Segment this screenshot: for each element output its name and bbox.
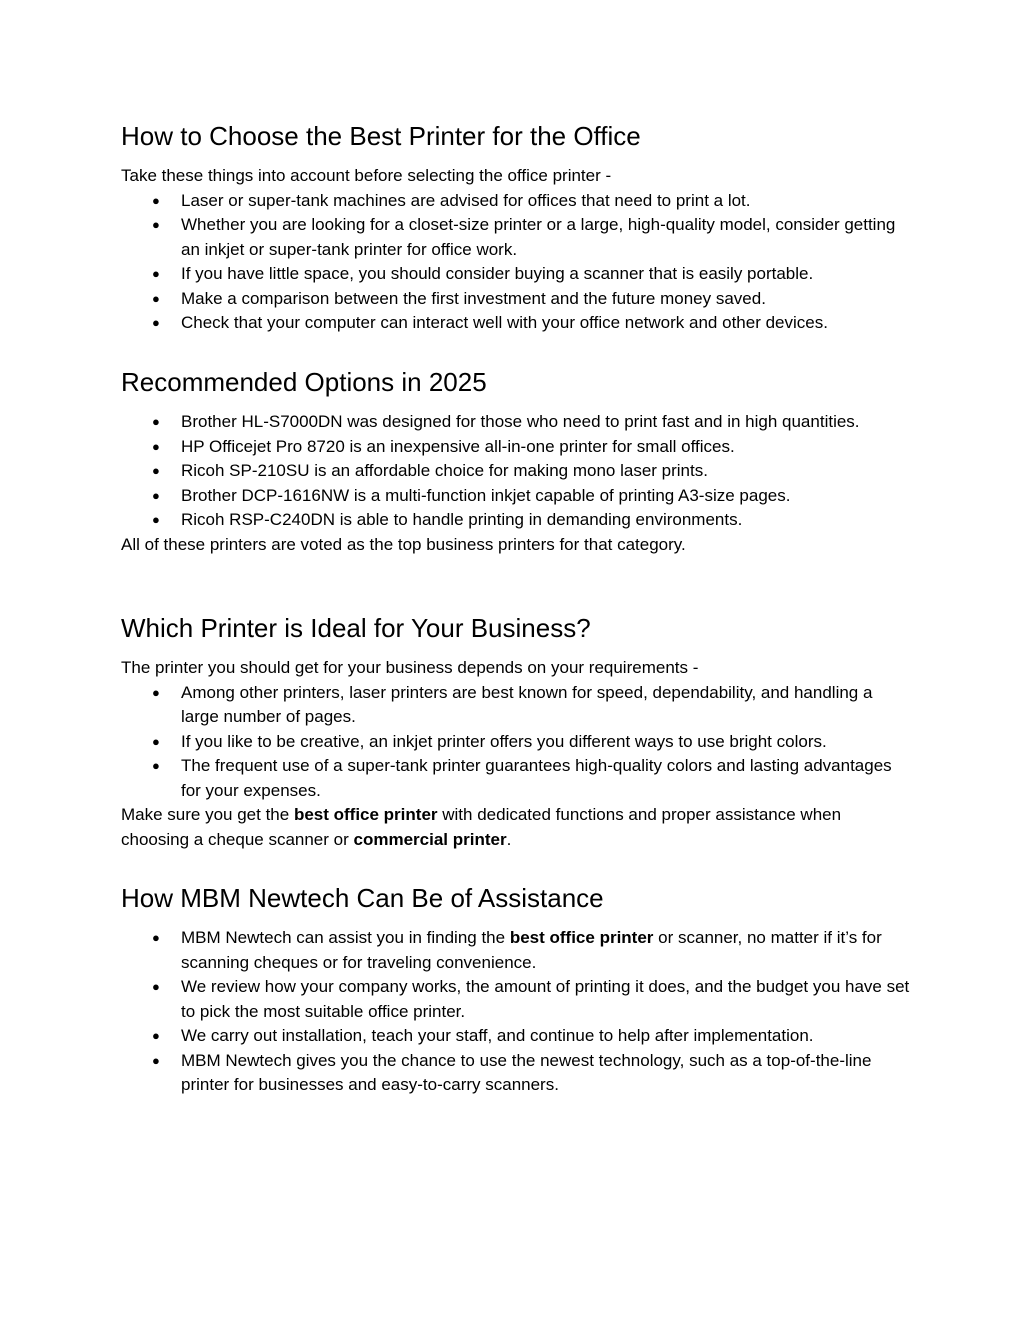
bullet-icon: ● <box>152 217 160 232</box>
list-item: ● Whether you are looking for a closet-size printer or a large, high-quality model, consider getting an inkjet or super-tank printer for office work. <box>152 215 896 259</box>
list-item: ● Brother HL-S7000DN was designed for those who need to print fast and in high quantities. <box>121 410 911 435</box>
list-item: ● Make a comparison between the first investment and the future money saved. <box>121 287 911 312</box>
bullet-icon: ● <box>152 414 160 429</box>
list-item: ● Among other printers, laser printers are best known for speed, dependability, and handling a large number of pages. <box>152 682 873 726</box>
section-ideal-printer <box>121 656 911 852</box>
list-item: ● Ricoh RSP-C240DN is able to handle printing in demanding environments. <box>121 508 911 533</box>
heading-ideal-printer: Which Printer is Ideal for Your Business? <box>121 613 591 643</box>
list-item: ● We review how your company works, the amount of printing it does, and the budget you have set to pick the most suitable office printer. <box>152 977 910 1021</box>
section-recommended-options <box>121 410 911 557</box>
bold-keyword: best office printer <box>293 805 438 824</box>
bullet-icon: ● <box>152 463 160 478</box>
list-item: ● MBM Newtech can assist you in finding the best office printer or scanner, no matter if it’s for scanning cheques or for traveling convenience. <box>152 928 882 972</box>
bullet-icon: ● <box>152 930 160 945</box>
bullet-icon: ● <box>152 684 160 700</box>
section-choose-printer <box>121 164 911 336</box>
bullet-icon: ● <box>152 315 160 330</box>
list-item: ● The frequent use of a super-tank printer guarantees high-quality colors and lasting advantages for your expenses. <box>152 756 892 800</box>
bullet-icon: ● <box>152 979 160 994</box>
list-item: ● MBM Newtech gives you the chance to use the newest technology, such as a top-of-the-line printer for businesses and easy-to-carry scanners. <box>152 1050 872 1094</box>
outro-text: All of these printers are voted as the top business printers for that category. <box>121 534 686 554</box>
heading-mbm-assistance: How MBM Newtech Can Be of Assistance <box>121 883 604 913</box>
bullet-icon: ● <box>152 1028 160 1043</box>
list-item: ● If you have little space, you should consider buying a scanner that is easily portable. <box>121 262 911 287</box>
bullet-list <box>121 410 911 533</box>
bold-keyword: commercial printer <box>353 829 507 849</box>
list-item: ● We carry out installation, teach your staff, and continue to help after implementation. <box>121 1024 911 1049</box>
intro-text: The printer you should get for your business depends on your requirements - <box>121 658 699 677</box>
bullet-icon: ● <box>152 1052 160 1068</box>
bullet-list <box>121 681 911 804</box>
bullet-icon: ● <box>152 290 160 306</box>
list-item: ● HP Officejet Pro 8720 is an inexpensive all-in-one printer for small offices. <box>121 435 911 460</box>
list-item: ● Check that your computer can interact well with your office network and other devices. <box>121 311 911 336</box>
intro-text: Take these things into account before selecting the office printer - <box>121 166 612 185</box>
bullet-icon: ● <box>152 192 160 208</box>
section-mbm-assistance <box>121 926 911 1098</box>
bullet-icon: ● <box>152 266 160 281</box>
bullet-list <box>121 926 911 1098</box>
list-item: ● Brother DCP-1616NW is a multi-function inkjet capable of printing A3-size pages. <box>121 484 911 509</box>
bullet-icon: ● <box>152 438 160 454</box>
list-item: ● Laser or super-tank machines are advised for offices that need to print a lot. <box>121 189 911 214</box>
bullet-icon: ● <box>152 758 160 773</box>
bold-keyword: best office printer <box>509 928 654 947</box>
heading-recommended-options: Recommended Options in 2025 <box>121 367 487 397</box>
heading-choose-printer: How to Choose the Best Printer for the Office <box>121 121 641 151</box>
bullet-list <box>121 189 911 336</box>
bullet-icon: ● <box>152 733 160 749</box>
bullet-icon: ● <box>152 487 160 503</box>
list-item: ● If you like to be creative, an inkjet printer offers you different ways to use bright colors. <box>121 730 911 755</box>
list-item: ● Ricoh SP-210SU is an affordable choice for making mono laser prints. <box>121 459 911 484</box>
bullet-icon: ● <box>152 512 160 527</box>
outro-text: Make sure you get the best office printer with dedicated functions and proper assistance when choosing a cheque scanner or commercial printer. <box>121 805 842 849</box>
